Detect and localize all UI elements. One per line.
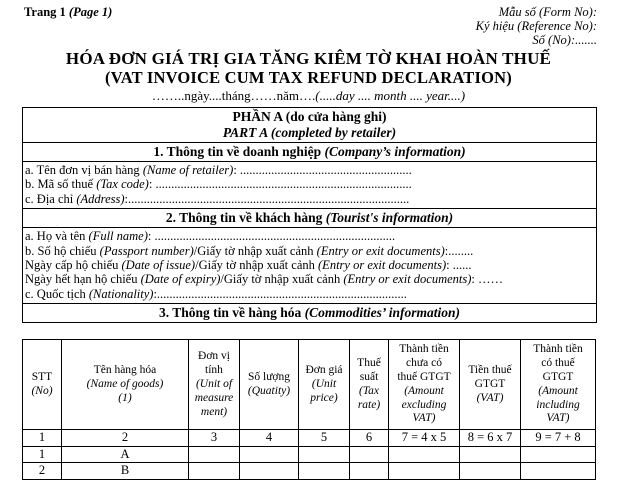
section-1-body — [23, 162, 596, 208]
row-cell: 1 — [23, 446, 62, 463]
document-title-en: (VAT INVOICE CUM TAX REFUND DECLARATION) — [105, 68, 512, 88]
numbering-cell: 9 = 7 + 8 — [521, 430, 596, 447]
numbering-cell: 8 = 6 x 7 — [460, 430, 521, 447]
part-a-heading-vi: PHẦN A (do cửa hàng ghi) — [232, 108, 387, 124]
col-header-goods-name: Tên hàng hóa (Name of goods) (1) — [62, 340, 189, 430]
row-cell — [240, 463, 299, 480]
numbering-cell: 3 — [189, 430, 240, 447]
numbering-cell: 7 = 4 x 5 — [389, 430, 460, 447]
row-cell — [189, 463, 240, 480]
section-1-heading: 1. Thông tin về doanh nghiệp (Company’s information) — [23, 142, 596, 162]
field-retailer-name: a. Tên đơn vị bán hàng (Name of retailer): ....................................................... — [25, 162, 412, 177]
document-title-vi: HÓA ĐƠN GIÁ TRỊ GIA TĂNG KIÊM TỜ KHAI HOÀN THUẾ — [65, 49, 552, 69]
col-header-tax-rate: Thuế suất (Tax rate) — [350, 340, 389, 430]
field-date-of-issue: Ngày cấp hộ chiếu (Date of issue)/Giấy tờ nhập xuất cảnh (Entry or exit documents): ...... — [25, 258, 472, 272]
row-cell — [460, 463, 521, 480]
row-cell — [350, 446, 389, 463]
page-header — [0, 0, 617, 47]
date-line: ……..ngày....tháng……năm….(.....day .... month .... year....) — [151, 88, 466, 104]
row-cell — [521, 463, 596, 480]
table-row — [23, 463, 596, 480]
numbering-cell: 2 — [62, 430, 189, 447]
row-cell — [299, 446, 350, 463]
row-cell — [189, 446, 240, 463]
section-2-heading: 2. Thông tin về khách hàng (Tourist's information) — [23, 208, 596, 228]
col-header-vat-amount: Tiền thuế GTGT (VAT) — [460, 340, 521, 430]
col-header-no: STT (No) — [23, 340, 62, 430]
part-a-heading-en: PART A (completed by retailer) — [222, 124, 397, 140]
field-passport-number: b. Số hộ chiếu (Passport number)/Giấy tờ nhập xuất cảnh (Entry or exit documents):........ — [25, 243, 474, 258]
section-2-body — [23, 228, 596, 303]
row-cell — [240, 446, 299, 463]
row-cell: A — [62, 446, 189, 463]
row-cell — [460, 446, 521, 463]
row-cell: B — [62, 463, 189, 480]
form-meta-block — [476, 5, 597, 47]
field-full-name: a. Họ và tên (Full name): ............................................................................. — [25, 229, 396, 244]
form-no-label: Mẫu số (Form No): — [498, 5, 597, 19]
table-row — [23, 446, 596, 463]
no-label: Số (No):....... — [532, 33, 597, 48]
row-cell — [299, 463, 350, 480]
col-header-quantity: Số lượng (Quatity) — [240, 340, 299, 430]
part-a-box — [22, 107, 597, 324]
commodities-table — [22, 339, 596, 479]
page-number-label: Trang 1 (Page 1) — [24, 5, 113, 19]
col-header-amount-incl-vat: Thành tiền có thuế GTGT (Amount including VAT) — [521, 340, 596, 430]
part-a-heading — [23, 108, 596, 142]
row-cell — [350, 463, 389, 480]
numbering-cell: 6 — [350, 430, 389, 447]
col-header-unit: Đơn vị tính (Unit of measure ment) — [189, 340, 240, 430]
section-3-heading: 3. Thông tin về hàng hóa (Commodities’ information) — [23, 303, 596, 322]
table-header-row — [23, 340, 596, 430]
reference-no-label: Ký hiệu (Reference No): — [475, 19, 597, 34]
field-nationality: c. Quốc tịch (Nationality):................................................................................ — [25, 286, 407, 301]
col-header-unit-price: Đơn giá (Unit price) — [299, 340, 350, 430]
field-address: c. Địa chỉ (Address):.......................................................................................... — [25, 191, 410, 206]
row-cell — [389, 463, 460, 480]
numbering-cell: 5 — [299, 430, 350, 447]
row-cell — [389, 446, 460, 463]
field-date-of-expiry: Ngày hết hạn hộ chiếu (Date of expiry)/Giấy tờ nhập xuất cảnh (Entry or exit documents): …… — [25, 272, 504, 287]
row-cell: 2 — [23, 463, 62, 480]
field-tax-code: b. Mã số thuế (Tax code): .................................................................................. — [25, 177, 412, 192]
column-numbering-row — [23, 430, 596, 447]
col-header-amount-excl-vat: Thành tiền chưa có thuế GTGT (Amount excluding VAT) — [389, 340, 460, 430]
numbering-cell: 1 — [23, 430, 62, 447]
numbering-cell: 4 — [240, 430, 299, 447]
row-cell — [521, 446, 596, 463]
